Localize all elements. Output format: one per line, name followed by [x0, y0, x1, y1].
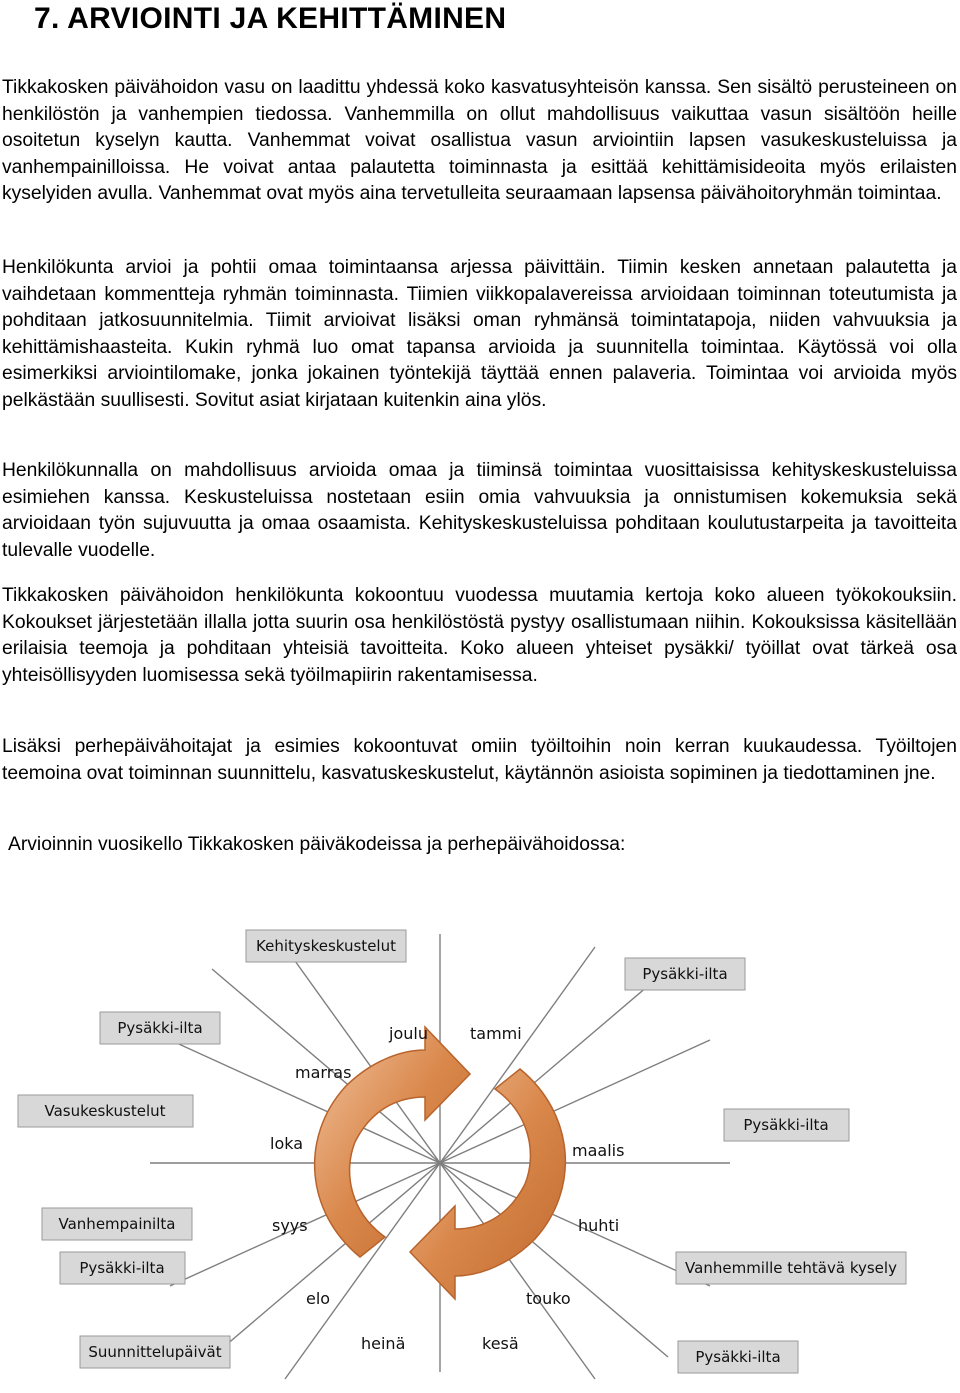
event-label: Vanhempainilta	[58, 1215, 176, 1233]
event-box	[42, 1208, 192, 1240]
paragraph-staff-daily-evaluation: Henkilökunta arvioi ja pohtii omaa toimintaansa arjessa päivittäin. Tiimin kesken annetaan palautetta ja vaihdetaan kommentteja ryhmän toiminnasta. Tiimien viikkopalavereissa arvioidaan toiminnan toteutumista ja pohditaan jatkosuunnitelmia. Tiimit arvioivat lisäksi oman ryhmänsä toimintatapoja, niiden vahvuuksia ja kehittämishaasteita. Kukin ryhmä luo omat tapansa arvioida ja suunnitella toimintaa. Käytössä voi olla esimerkiksi arviointilomake, jonka jokainen työntekijä täyttää ennen palaveria. Toimintaa voi arvioida myös pelkästään suullisesti. Sovitut asiat kirjataan kuitenkin aina ylös.	[2, 257, 957, 411]
event-box	[80, 1336, 230, 1368]
event-labels	[18, 930, 906, 1373]
event-box	[724, 1109, 849, 1141]
event-box	[246, 930, 406, 962]
event-box	[18, 1095, 193, 1127]
event-label: Vasukeskustelut	[44, 1102, 166, 1120]
diagram-caption: Arvioinnin vuosikello Tikkakosken päiväkodeissa ja perhepäivähoidossa:	[8, 834, 626, 855]
event-label: Pysäkki-ilta	[642, 965, 728, 983]
month-label: elo	[306, 1289, 331, 1308]
month-label: kesä	[482, 1334, 519, 1353]
event-label: Vanhemmille tehtävä kysely	[685, 1259, 897, 1277]
month-label: tammi	[470, 1024, 522, 1043]
month-label: joulu	[389, 1024, 428, 1043]
event-label: Pysäkki-ilta	[743, 1116, 829, 1134]
event-box	[678, 1341, 798, 1373]
month-label: touko	[526, 1289, 571, 1308]
event-label: Pysäkki-ilta	[695, 1348, 781, 1366]
event-label: Pysäkki-ilta	[117, 1019, 203, 1037]
month-label: maalis	[572, 1141, 625, 1160]
event-box	[100, 1012, 220, 1044]
month-label: syys	[272, 1216, 308, 1235]
paragraph-development-discussions: Henkilökunnalla on mahdollisuus arvioida omaa ja tiiminsä toimintaa vuosittaisissa kehityskeskusteluissa esimiehen kanssa. Keskusteluissa nostetaan esiin omia vahvuuksia ja onnistumisen kokemuksia sekä arvioidaan työn sujuvuutta ja omaa osaamista. Kehityskeskusteluissa pohditaan koulutustarpeita ja tavoitteita tulevalle vuodelle.	[2, 460, 957, 561]
paragraph-family-daycare-meetings: Lisäksi perhepäivähoitajat ja esimies kokoontuvat omiin työiltoihin noin kerran kuukaudessa. Työiltojen teemoina ovat toiminnan suunnittelu, kasvatuskeskustelut, käytännön asioista sopiminen ja tiedottaminen jne.	[2, 736, 957, 784]
event-box	[625, 958, 745, 990]
page-title: 7. ARVIOINTI JA KEHITTÄMINEN	[34, 2, 507, 35]
month-label: marras	[295, 1063, 352, 1082]
month-label: loka	[270, 1134, 304, 1153]
wheel-spokes	[150, 934, 730, 1379]
event-box	[676, 1252, 906, 1284]
paragraph-parent-involvement: Tikkakosken päivähoidon vasu on laadittu yhdessä koko kasvatusyhteisön kanssa. Sen sisältö perusteineen on henkilöstön ja vanhempien tiedossa. Vanhemmilla on ollut mahdollisuus vaikuttaa vasun sisältöön heille osoitetun kyselyn kautta. Vanhemmat voivat osallistua vasun arviointiin lapsen vasukeskusteluissa ja vanhempainilloissa. He voivat antaa palautetta toiminnasta ja esittää kehittämisideoita myös erilaisten kyselyiden avulla. Vanhemmat ovat myös aina tervetulleita seuraamaan lapsensa päivähoitoryhmän toimintaa.	[2, 77, 957, 204]
month-label: heinä	[361, 1334, 406, 1353]
event-label: Kehityskeskustelut	[256, 937, 396, 955]
event-label: Suunnittelupäivät	[88, 1343, 222, 1361]
event-label: Pysäkki-ilta	[79, 1259, 165, 1277]
event-box	[60, 1252, 185, 1284]
month-label: huhti	[578, 1216, 620, 1235]
annual-evaluation-clock-diagram	[0, 912, 960, 1392]
paragraph-staff-meetings: Tikkakosken päivähoidon henkilökunta kokoontuu vuodessa muutamia kertoja koko alueen työkokouksiin. Kokoukset järjestetään illalla jotta suurin osa henkilöstöstä pystyy osallistumaan niihin. Kokouksissa käsitellään erilaisia teemoja ja pohditaan yhteisiä tavoitteita. Koko alueen yhteiset pysäkki/ työillat ovat tärkeä osa yhteisöllisyyden luomisessa sekä työilmapiirin rakentamisessa.	[2, 585, 957, 686]
